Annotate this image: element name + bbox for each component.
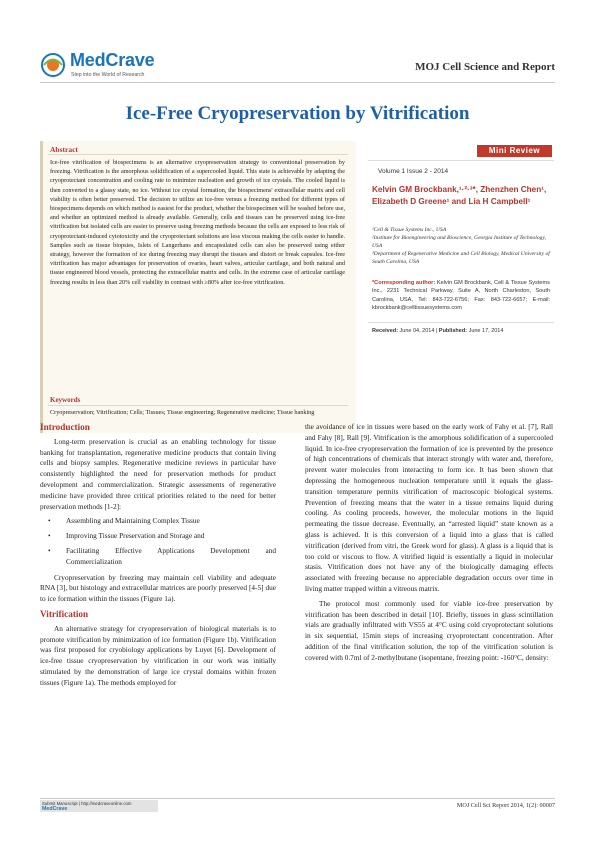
submit-manuscript-link[interactable]: Submit Manuscript | http://medcraveonline.com (42, 801, 132, 806)
publisher-name: MedCrave (70, 50, 155, 70)
abstract-divider (48, 154, 348, 155)
affiliation-item: ³Department of Regenerative Medicine and Cell Biology, Medical University of South Carolina, USA (372, 251, 550, 265)
article-type-badge: Mini Review (477, 145, 552, 157)
header-divider (40, 82, 555, 83)
received-date: June 04, 2014 (399, 328, 435, 334)
list-item: • Facilitating Effective Applications Development and Commercialization (40, 546, 276, 568)
list-item: • Improving Tissue Preservation and Storage and (40, 531, 276, 542)
affiliation-item: ¹Cell & Tissue Systems Inc., USA (372, 227, 447, 233)
dates-line (372, 328, 552, 334)
body-paragraph: the avoidance of ice in tissues were based on the early work of Fahy et al. [7], Rall and Fahy [8], Rall [9]. Vitrification is the amorphous solidification of a supercooled liquid. In ice-free cryopreservation the formation of ice is prevented by the presence of high concentrations of chemicals that interact strongly with water and, therefore, prevent water molecules from interacting to form ice. It has been shown that depressing the homogeneous nucleation temperature until it equals the glass-transition temperature permits vitrification of macroscopic biological systems. Prevention of freezing means that the water in a tissue remains liquid during cooling. As cooling proceeds, however, the molecular motions in the liquid permeating the tissue decrease. Eventually, an “arrested liquid” state known as a glass is achieved. It is this conversion of a liquid into a glass that is called vitrification (derived from vitri, the Greek word for glass). A glass is a liquid that is too cold or viscous to flow. A vitrified liquid is essentially a liquid in molecular stasis. Vitrification does not have any of the biologically damaging effects associated with freezing because no appreciable degradation occurs over time in living matter trapped within a vitreous matrix. (305, 422, 553, 593)
footer-divider (40, 798, 555, 799)
priority-list (40, 516, 276, 567)
publisher-logo[interactable] (40, 50, 170, 84)
keywords-heading: Keywords (50, 396, 81, 404)
list-item: • Assembling and Maintaining Complex Tissue (40, 516, 276, 527)
date-separator: | (435, 328, 438, 334)
footer-brand: MedCrave (42, 806, 68, 812)
author-list: Kelvin GM Brockbank,¹·²·³*, Zhenzhen Chen¹, Elizabeth D Greene¹ and Lia H Campbell¹ (372, 185, 547, 206)
medcrave-logo-icon (40, 52, 66, 78)
affiliations (372, 226, 552, 266)
citation: MOJ Cell Sci Report 2014, 1(2): 00007 (456, 802, 555, 809)
body-paragraph: Cryopreservation by freezing may maintain cell viability and adequate RNA [3], but histology and extracellular matrices are poorly preserved [4-5] due to ice formation within the tissues (Figure 1a). (40, 572, 276, 604)
abstract-text: Ice-free vitrification of biospecimens is an alternative cryopreservation strategy to conventional preservation by freezing. Vitrification is the amorphous solidification of a supercooled liquid. This state is achievable by adapting the cryoprotectant concentration and cooling rate to minimize nucleation and growth of ice crystals. The cooled liquid is then converted to a glassy state, no ice. Without ice crystal formation, the biospecimens' extracellular matrix and cell viability is often better preserved. The decision to utilize an ice-free versus a freezing method for different types of biospecimens depends on which method is easiest for the product, whether the biospecimen will be washed before use, and whether an optimized method is already available. Generally, cells and tissues can be preserved using ice-free vitrification but isolated cells are easier to preserve using freezing methods because the cells are exposed to less risk of cryoprotectant-induced cytotoxicity and the cryoprotectant solutions are less viscous making the cells easier to handle. Samples such as tissue biopsies, Islets of Langerhans and encapsulated cells can also be preserved using either strategy, however the formation of ice during freezing may disrupt the tissues and distort or break capsules. Ice-free vitrification has major advantages for preservation of ovaries, heart valves, articular cartilage, and both natural and tissue engineered blood vessels, protecting the extracellular matrix and cells. In the extreme case of articular cartilage freezing results in less than 20% cell viability in contrast with ≥80% after ice-free vitrification. (50, 159, 345, 286)
section-heading-introduction: Introduction (40, 422, 90, 432)
body-paragraph: The protocol most commonly used for viable ice-free preservation by vitrification has been described in detail [10]. Briefly, tissues in glass scintillation vials are gradually infiltrated with VS55 at 4°C using cold cryoprotectant solutions in six sequential, 15min steps of increasing cryoprotectant concentration. After addition of the final vitrification solution, the top of the vitrification solution is covered with 0.7ml of 2-methylbutane (isopentane, freezing point: -160°C, density: (305, 598, 553, 662)
body-column-right (305, 422, 553, 668)
received-label: Received: (372, 328, 398, 334)
published-date: June 17, 2014 (468, 328, 504, 334)
abstract-heading: Abstract (50, 145, 78, 154)
info-divider-top (368, 160, 554, 161)
body-paragraph: An alternative strategy for cryopreservation of biological materials is to promote vitrification by minimization of ice formation (Figure 1b). Vitrification was first proposed for cryobiology applications by Luyet [6]. Development of ice-free tissue cryopreservation by vitrification in our work was initially stimulated by the demonstration of large ice crystal domains within frozen tissues (Figure 1a). The methods employed for (40, 623, 276, 687)
published-label: Published: (438, 328, 468, 334)
volume-issue: Volume 1 Issue 2 - 2014 (378, 168, 449, 175)
affiliation-item: ²Institute for Bioengineering and Bioscience, Georgia Institute of Technology, USA (372, 235, 547, 249)
corresponding-label: *Corresponding author: (372, 280, 436, 286)
corresponding-details[interactable]: Kelvin GM Brockbank, Cell & Tissue Systems Inc., 2231 Technical Parkway, Suite A, North Charleston, South Carolina, USA, Tel: 843-722-6756; Fax: 843-722-6657; E-mail: kbrockbank@celltissuesystems.com (372, 280, 550, 311)
keywords-divider (48, 405, 348, 406)
section-heading-vitrification: Vitrification (40, 608, 89, 619)
body-column-left (40, 422, 276, 693)
body-paragraph: Long-term preservation is crucial as an enabling technology for tissue banking for transplantation, regenerative medicine products that contain living cells and biopsy samples. Regenerative medicine reviews in particular have consistently highlighted the need for preservation methods for product development and commercialization. Strategic assessments of regenerative medicine have provided three critical priorities related to the need for better preservation methods [1-2]: (40, 436, 276, 511)
corresponding-author (372, 279, 550, 312)
info-divider-bottom (368, 322, 554, 323)
publisher-tagline: Step into the World of Research (71, 72, 145, 78)
keywords-text: Cryopreservation; Vitrification; Cells; Tissues; Tissue engineering; Regenerative medicine; Tissue banking (50, 409, 315, 416)
article-title: Ice-Free Cryopreservation by Vitrification (125, 103, 470, 124)
journal-name: MOJ Cell Science and Report (415, 61, 555, 73)
